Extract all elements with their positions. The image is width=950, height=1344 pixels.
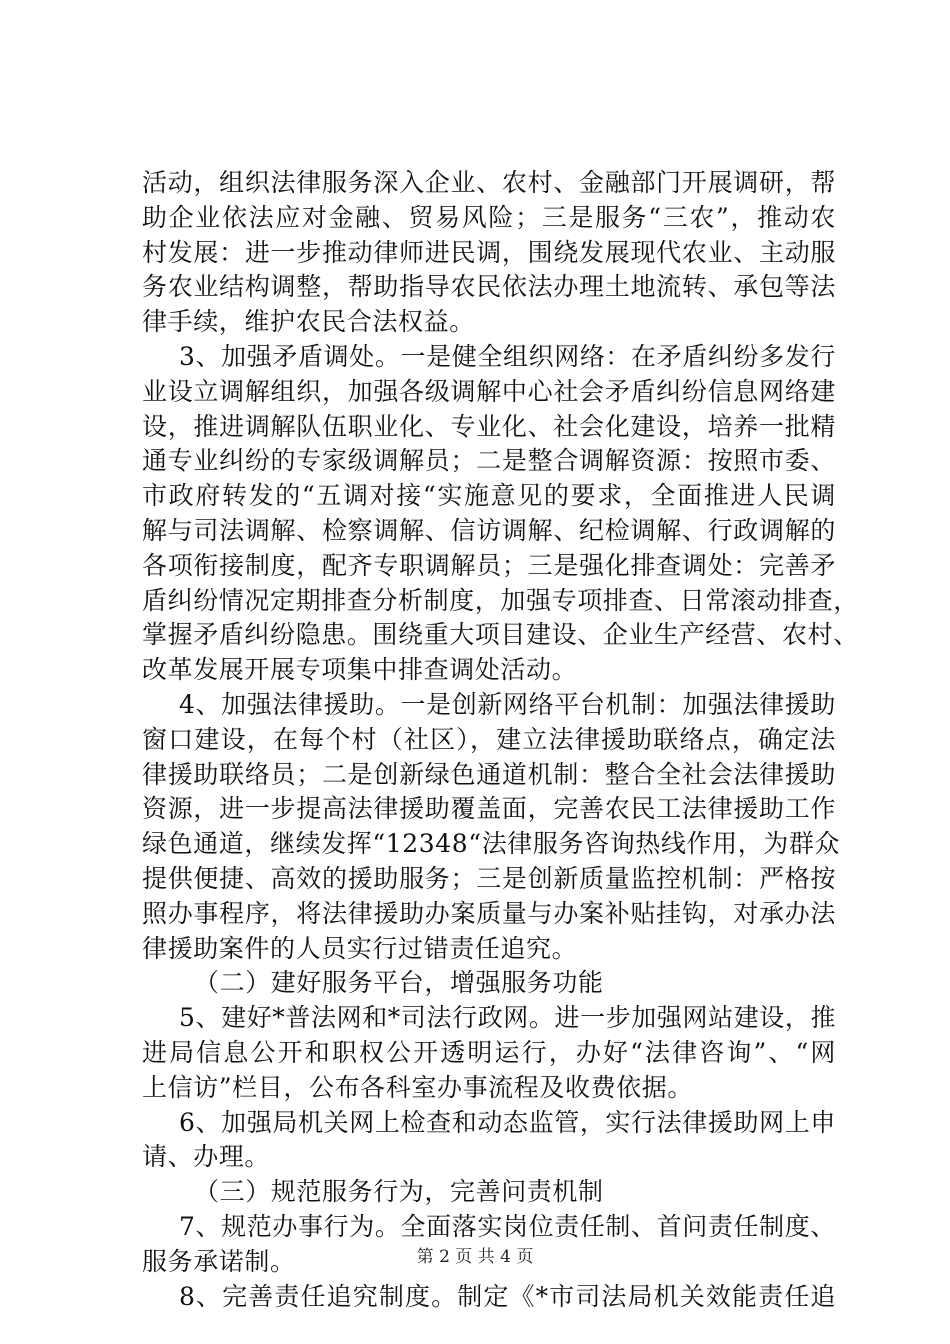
text-line: 市政府转发的“五调对接“实施意见的要求，全面推进人民调 bbox=[142, 481, 836, 511]
text-line: 资源，进一步提高法律援助覆盖面，完善农民工法律援助工作 bbox=[142, 794, 836, 824]
text-line: 提供便捷、高效的援助服务；三是创新质量监控机制：严格按 bbox=[142, 863, 836, 893]
text-line: 律援助案件的人员实行过错责任追究。 bbox=[142, 933, 578, 963]
text-line: 村发展：进一步推动律师进民调，围绕发展现代农业、主动服 bbox=[142, 237, 836, 267]
text-line: 律援助联络员；二是创新绿色通道机制：整合全社会法律援助 bbox=[142, 759, 836, 789]
text-line: 4、加强法律援助。一是创新网络平台机制：加强法律援助 bbox=[179, 689, 836, 719]
text-line: （三）规范服务行为，完善问责机制 bbox=[194, 1177, 604, 1207]
text-line: 进局信息公开和职权公开透明运行，办好“法律咨询”、“网 bbox=[142, 1037, 836, 1067]
document-body bbox=[142, 166, 859, 1314]
text-line: 7、规范办事行为。全面落实岗位责任制、首问责任制度、 bbox=[179, 1211, 836, 1241]
text-line: 盾纠纷情况定期排查分析制度，加强专项排查、日常滚动排查， bbox=[142, 585, 859, 615]
text-line: 助企业依法应对金融、贸易风险；三是服务“三农”，推动农 bbox=[142, 202, 836, 232]
text-line: 业设立调解组织，加强各级调解中心社会矛盾纠纷信息网络建 bbox=[142, 376, 836, 406]
text-line: 律手续，维护农民合法权益。 bbox=[142, 307, 475, 337]
text-line: 窗口建设，在每个村（社区），建立法律援助联络点，确定法 bbox=[142, 724, 836, 754]
text-line: 设，推进调解队伍职业化、专业化、社会化建设，培养一批精 bbox=[142, 411, 836, 441]
text-line: 8、完善责任追究制度。制定《*市司法局机关效能责任追 bbox=[179, 1281, 836, 1311]
text-line: 6、加强局机关网上检查和动态监管，实行法律援助网上申 bbox=[179, 1107, 836, 1137]
text-line: 解与司法调解、检察调解、信访调解、纪检调解、行政调解的 bbox=[142, 515, 836, 545]
text-line: 改革发展开展专项集中排查调处活动。 bbox=[142, 655, 578, 685]
text-line: 3、加强矛盾调处。一是健全组织网络：在矛盾纠纷多发行 bbox=[179, 341, 836, 371]
text-line: 各项衔接制度，配齐专职调解员；三是强化排查调处：完善矛 bbox=[142, 550, 836, 580]
text-line: 活动，组织法律服务深入企业、农村、金融部门开展调研，帮 bbox=[142, 168, 836, 197]
page-footer: 第 2 页 共 4 页 bbox=[416, 1247, 534, 1267]
text-line: 5、建好*普法网和*司法行政网。进一步加强网站建设，推 bbox=[179, 1003, 837, 1033]
text-line: 上信访”栏目，公布各科室办事流程及收费依据。 bbox=[142, 1072, 693, 1102]
text-line: 务农业结构调整，帮助指导农民依法办理土地流转、承包等法 bbox=[142, 272, 836, 302]
text-line: 服务承诺制。 bbox=[142, 1246, 296, 1276]
text-line: 掌握矛盾纠纷隐患。围绕重大项目建设、企业生产经营、农村、 bbox=[142, 620, 859, 650]
text-line: 照办事程序，将法律援助办案质量与办案补贴挂钩，对承办法 bbox=[142, 898, 836, 928]
text-line: 请、办理。 bbox=[142, 1142, 271, 1172]
text-line: （二）建好服务平台，增强服务功能 bbox=[194, 968, 604, 998]
text-line: 通专业纠纷的专家级调解员；二是整合调解资源：按照市委、 bbox=[142, 446, 836, 476]
text-line: 绿色通道，继续发挥“12348“法律服务咨询热线作用，为群众 bbox=[142, 829, 841, 859]
